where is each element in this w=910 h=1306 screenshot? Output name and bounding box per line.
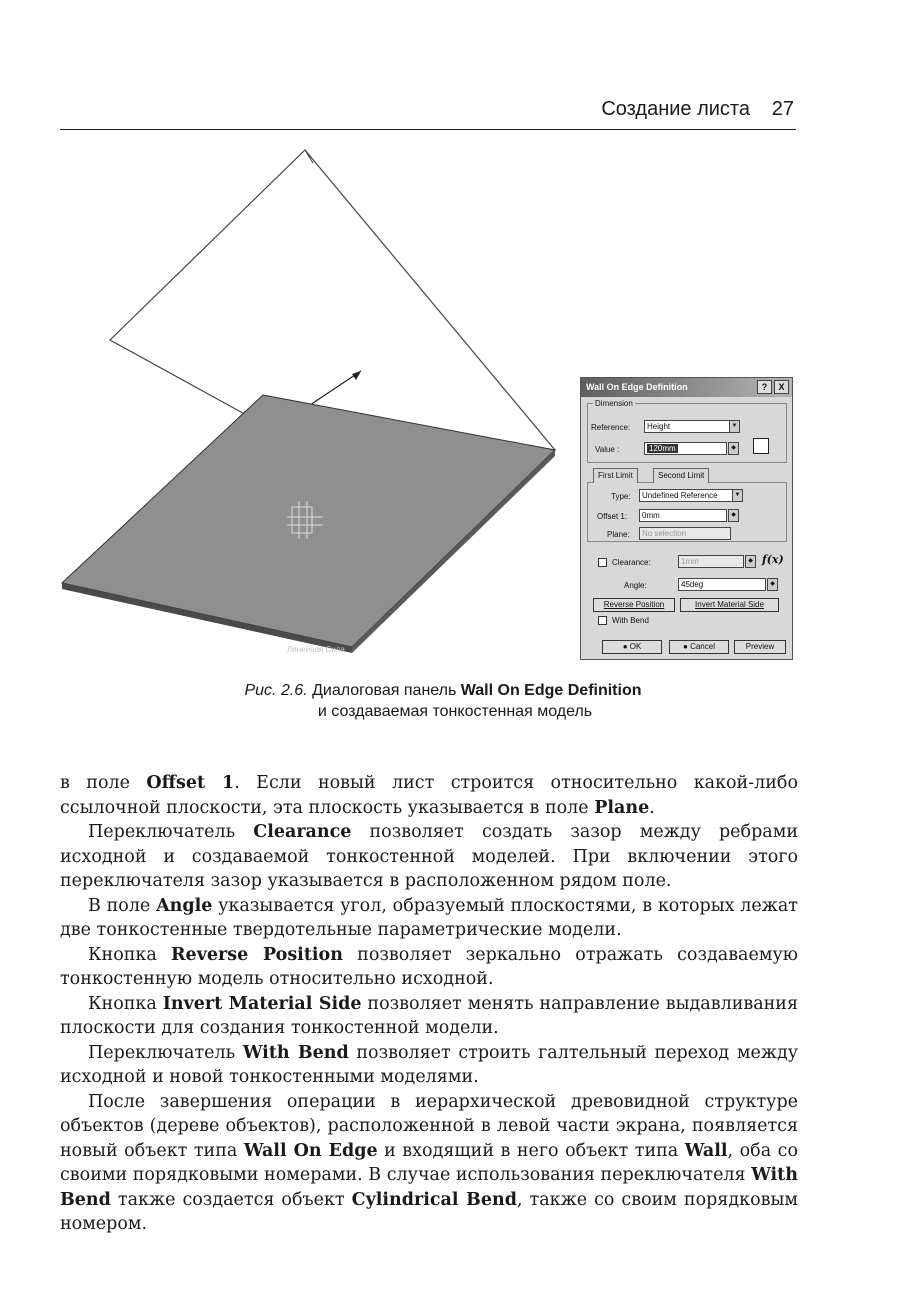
clearance-value: 1mm — [681, 557, 699, 566]
cancel-button[interactable] — [669, 640, 729, 654]
tab-first-limit[interactable]: First Limit — [593, 468, 638, 483]
figure-watermark: Линейная Сила — [287, 645, 345, 654]
paragraph-4: Кнопка Reverse Position позволяет зеркально отражать создаваемую тонкостенную модель относительно исходной. — [60, 944, 798, 989]
paragraph-2: Переключатель Clearance позволяет создать зазор между ребрами исходной и создаваемой тонкостенной моделей. При включении этого переключателя зазор указывается в расположенном рядом поле. — [60, 822, 798, 891]
plane-value: No selection — [642, 529, 687, 538]
offset-value: 0mm — [642, 511, 660, 520]
preview-button[interactable]: Preview — [734, 640, 786, 654]
value-label: Value : — [595, 445, 620, 454]
ok-label: OK — [629, 642, 642, 651]
angle-value: 45deg — [681, 580, 704, 589]
type-dropdown[interactable] — [639, 489, 743, 502]
invert-material-side-button[interactable]: Invert Material Side — [680, 598, 779, 612]
reverse-position-button[interactable]: Reverse Position — [593, 598, 675, 612]
with-bend-checkbox[interactable] — [598, 616, 607, 625]
figure-caption-line2: и создаваемая тонкостенная модель — [317, 703, 593, 720]
angle-input[interactable] — [678, 578, 766, 591]
chevron-down-icon: ▼ — [729, 421, 739, 432]
offset-spinner[interactable]: ◆ — [728, 509, 739, 522]
angle-spinner[interactable]: ◆ — [767, 578, 778, 591]
caption-text: Диалоговая панель — [307, 682, 461, 699]
clearance-input[interactable] — [678, 555, 744, 568]
plane-label: Plane: — [607, 530, 630, 539]
sheet-metal-model-illustration — [55, 145, 575, 665]
figure-caption-line1 — [0, 682, 898, 700]
value-text: 120mm — [649, 444, 676, 453]
limit-tabs — [593, 468, 783, 483]
value-spinner[interactable]: ◆ — [728, 442, 739, 455]
reference-value: Height — [647, 422, 671, 431]
cancel-icon: ● — [683, 642, 691, 651]
dimension-label: Dimension — [595, 399, 633, 408]
reference-dropdown[interactable] — [644, 420, 740, 433]
wall-outline — [110, 150, 555, 450]
paragraph-1: в поле Offset 1. Если новый лист строится относительно какой-либо ссылочной плоскости, эта плоскость указывается в поле Plane. — [60, 773, 798, 818]
plane-input[interactable] — [639, 527, 731, 540]
caption-bold: Wall On Edge Definition — [460, 682, 642, 699]
dialog-title-bar — [581, 378, 792, 397]
angle-label: Angle: — [624, 581, 647, 590]
clearance-spinner[interactable]: ◆ — [745, 555, 756, 568]
base-plate-top — [62, 395, 555, 647]
offset-input[interactable] — [639, 509, 727, 522]
clearance-label: Clearance: — [612, 558, 651, 567]
cancel-label: Cancel — [690, 642, 715, 651]
reference-label: Reference: — [591, 423, 631, 432]
ok-icon: ● — [622, 642, 630, 651]
ok-button[interactable] — [602, 640, 662, 654]
help-icon[interactable]: ? — [757, 380, 772, 394]
page-header — [60, 96, 796, 130]
offset-label: Offset 1: — [597, 512, 628, 521]
with-bend-label: With Bend — [612, 616, 649, 625]
direction-arrow — [307, 371, 361, 407]
wall-on-edge-dialog — [580, 377, 793, 660]
tab-second-limit[interactable]: Second Limit — [653, 468, 709, 483]
value-input[interactable] — [644, 442, 727, 455]
paragraph-6: Переключатель With Bend позволяет строить галтельный переход между исходной и новой тонкостенными моделями. — [60, 1042, 799, 1087]
type-label: Type: — [611, 492, 631, 501]
paragraph-5: Кнопка Invert Material Side позволяет менять направление выдавливания плоскости для создания тонкостенной модели. — [60, 993, 799, 1038]
type-value: Undefined Reference — [642, 491, 718, 500]
caption-prefix: Рис. 2.6. — [244, 682, 308, 699]
page-number: 27 — [771, 98, 794, 120]
dialog-title: Wall On Edge Definition — [586, 382, 688, 392]
paragraph-7: После завершения операции в иерархической древовидной структуре объектов (дереве объектов), расположенной в левой части экрана, появляется новый объект типа Wall On Edge и входящий в него объект типа Wall, оба со своими порядковыми номерами. В случае использования переключателя With Bend также создается объект Cylindrical Bend, также со своим порядковым номером. — [60, 1091, 798, 1234]
measure-icon[interactable] — [753, 438, 769, 454]
body-text — [60, 771, 798, 1237]
chevron-down-icon: ▼ — [732, 490, 742, 501]
close-icon[interactable]: X — [774, 380, 789, 394]
chapter-title: Создание листа — [601, 98, 750, 120]
paragraph-3: В поле Angle указывается угол, образуемый плоскостями, в которых лежат две тонкостенные твердотельные параметрические модели. — [60, 895, 798, 940]
formula-icon[interactable]: f(x) — [762, 553, 784, 566]
clearance-checkbox[interactable] — [598, 558, 607, 567]
